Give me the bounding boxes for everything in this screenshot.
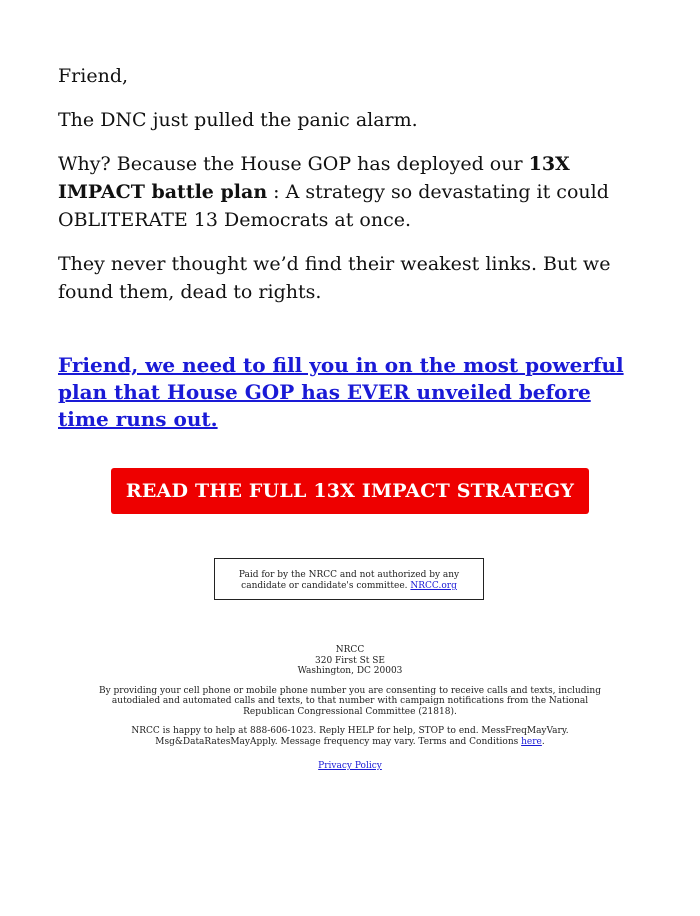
- paragraph-2-bold: 13X IMPACT battle plan: [58, 153, 570, 203]
- org-name: NRCC: [335, 645, 365, 655]
- nrcc-org-link[interactable]: NRCC.org: [410, 581, 457, 591]
- email-body: [58, 62, 648, 433]
- paragraph-2: [58, 150, 648, 234]
- privacy-block: [90, 761, 610, 772]
- paid-for-disclaimer: [214, 558, 484, 600]
- help-text: NRCC is happy to help at 888-606-1023. Reply HELP for help, STOP to end. MessFreqMayVary. Msg&DataRatesMayApply. Message frequency may vary. Terms and Conditions: [131, 726, 569, 747]
- address-line-1: 320 First St SE: [315, 655, 385, 666]
- privacy-policy-link[interactable]: Privacy Policy: [318, 761, 382, 771]
- paragraph-1: The DNC just pulled the panic alarm.: [58, 109, 418, 131]
- paid-for-text: Paid for by the NRCC and not authorized by any candidate or candidate's committee.: [238, 570, 460, 591]
- greeting: Friend,: [58, 65, 129, 87]
- terms-link[interactable]: here: [521, 736, 542, 747]
- address-line-2: Washington, DC 20003: [297, 666, 403, 676]
- footer: [90, 645, 610, 781]
- button-container: [0, 468, 700, 514]
- consent-text: By providing your cell phone or mobile phone number you are consenting to receive calls and texts, including autodialed and automated calls and texts, to that number with campaign notifications from the National Republican Congressional Committee (21818).: [98, 685, 601, 717]
- paragraph-2-start: Why? Because the House GOP has deployed our: [58, 153, 529, 175]
- read-strategy-button[interactable]: READ THE FULL 13X IMPACT STRATEGY: [111, 468, 589, 514]
- paragraph-2-end: : A strategy so devastating it could OBLITERATE 13 Democrats at once.: [58, 181, 609, 231]
- paragraph-3: They never thought we’d find their weakest links. But we found them, dead to rights.: [58, 253, 611, 303]
- address-block: [90, 645, 610, 677]
- help-text-block: [90, 726, 610, 747]
- terms-after: .: [541, 736, 545, 747]
- cta-link[interactable]: Friend, we need to fill you in on the most powerful plan that House GOP has EVER unveiled before time runs out.: [58, 353, 624, 431]
